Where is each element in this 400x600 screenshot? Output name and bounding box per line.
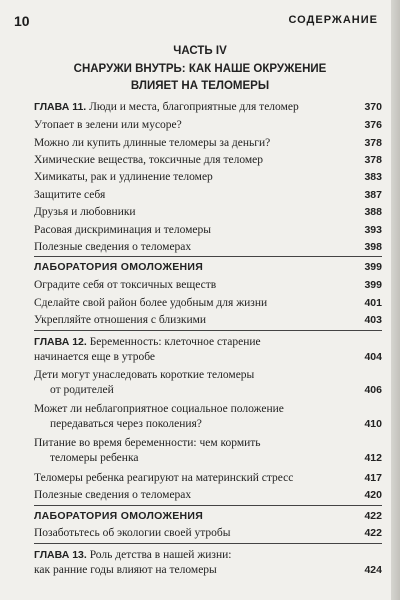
page-ref: 404	[364, 351, 382, 363]
toc-item	[34, 471, 382, 486]
running-header	[0, 13, 400, 33]
toc-item-text: Дети могут унаследовать короткие теломеры	[34, 369, 255, 381]
divider	[34, 256, 382, 257]
toc-item-text: Оградите себя от токсичных веществ	[34, 279, 217, 291]
page-ref: 406	[364, 384, 382, 396]
toc-item	[34, 368, 382, 398]
toc-item	[34, 278, 382, 293]
toc-item	[34, 118, 382, 133]
toc-item	[34, 313, 382, 328]
toc-item	[34, 488, 382, 503]
toc-item	[34, 205, 382, 220]
toc-item	[34, 153, 382, 168]
page-ref: 378	[364, 154, 382, 166]
toc-lab-section	[34, 509, 382, 524]
lab-title: ЛАБОРАТОРИЯ ОМОЛОЖЕНИЯ	[34, 510, 204, 522]
toc-item	[34, 436, 382, 466]
page-ref: 401	[364, 297, 382, 309]
toc-item-text: Может ли неблагоприятное социальное положение	[34, 403, 284, 415]
page-ref: 388	[364, 206, 382, 218]
toc-item	[34, 136, 382, 151]
page-ref: 420	[364, 489, 382, 501]
toc-item-text: Защитите себя	[34, 189, 106, 201]
toc-item-text: Укрепляйте отношения с близкими	[34, 314, 207, 326]
toc-item-text-continued: передаваться через поколения?	[50, 418, 202, 430]
toc-item-text: Утопает в зелени или мусоре?	[34, 119, 182, 131]
page-number: 10	[14, 13, 30, 29]
toc-item-text: Расовая дискриминация и теломеры	[34, 224, 211, 236]
toc-item	[34, 296, 382, 311]
page-ref: 376	[364, 119, 382, 131]
toc-chapter-11	[34, 100, 382, 115]
page-ref: 403	[364, 314, 382, 326]
part-title-line: ВЛИЯЕТ НА ТЕЛОМЕРЫ	[130, 80, 270, 92]
divider	[34, 330, 382, 331]
page-ref: 399	[364, 261, 382, 273]
toc-lab-section	[34, 260, 382, 275]
section-title: СОДЕРЖАНИЕ	[288, 14, 378, 26]
lab-title: ЛАБОРАТОРИЯ ОМОЛОЖЕНИЯ	[34, 261, 204, 273]
page-edge	[391, 0, 400, 600]
page-ref: 378	[364, 137, 382, 149]
chapter-label: ГЛАВА 12.	[34, 336, 87, 348]
chapter-title: Беременность: клеточное старение	[89, 336, 261, 348]
page-ref: 398	[364, 241, 382, 253]
page-ref: 393	[364, 224, 382, 236]
toc-item	[34, 170, 382, 185]
chapter-title-continued: начинается еще в утробе	[34, 351, 155, 363]
toc-item-text: Друзья и любовники	[34, 206, 136, 218]
toc-item-text: Теломеры ребенка реагируют на материнский стресс	[34, 472, 294, 484]
page-ref: 383	[364, 171, 382, 183]
chapter-title: Люди и места, благоприятные для теломер	[89, 101, 299, 113]
page-ref: 410	[364, 418, 382, 430]
page-ref: 370	[364, 101, 382, 113]
page-ref: 422	[364, 510, 382, 522]
toc-item-text-continued: от родителей	[50, 384, 114, 396]
toc-item	[34, 188, 382, 203]
page-ref: 424	[364, 564, 382, 576]
toc-item-text-continued: теломеры ребенка	[50, 452, 139, 464]
toc-item-text: Питание во время беременности: чем кормить	[34, 437, 261, 449]
chapter-label: ГЛАВА 11.	[34, 101, 87, 113]
toc-item-text: Полезные сведения о теломерах	[34, 489, 192, 501]
page-ref: 399	[364, 279, 382, 291]
toc-item-text: Позаботьтесь об экологии своей утробы	[34, 527, 231, 539]
divider	[34, 505, 382, 506]
part-label: ЧАСТЬ IV	[173, 45, 227, 57]
page-ref: 412	[364, 452, 382, 464]
page-ref: 417	[364, 472, 382, 484]
part-title	[40, 61, 360, 95]
part-title-line: СНАРУЖИ ВНУТРЬ: КАК НАШЕ ОКРУЖЕНИЕ	[73, 63, 327, 75]
toc-item	[34, 240, 382, 255]
divider	[34, 543, 382, 544]
toc-item	[34, 526, 382, 541]
page-ref: 422	[364, 527, 382, 539]
chapter-label: ГЛАВА 13.	[34, 549, 87, 561]
chapter-title: Роль детства в нашей жизни:	[89, 549, 232, 561]
chapter-title-continued: как ранние годы влияют на теломеры	[34, 564, 217, 576]
toc-item-text: Можно ли купить длинные теломеры за деньги?	[34, 137, 271, 149]
toc-item-text: Полезные сведения о теломерах	[34, 241, 192, 253]
toc-item-text: Химикаты, рак и удлинение теломер	[34, 171, 213, 183]
toc-item-text: Сделайте свой район более удобным для жизни	[34, 297, 268, 309]
toc-chapter-13	[34, 548, 382, 578]
toc-chapter-12	[34, 335, 382, 365]
toc-item-text: Химические вещества, токсичные для теломер	[34, 154, 263, 166]
toc-item	[34, 402, 382, 432]
page-ref: 387	[364, 189, 382, 201]
toc-item	[34, 223, 382, 238]
